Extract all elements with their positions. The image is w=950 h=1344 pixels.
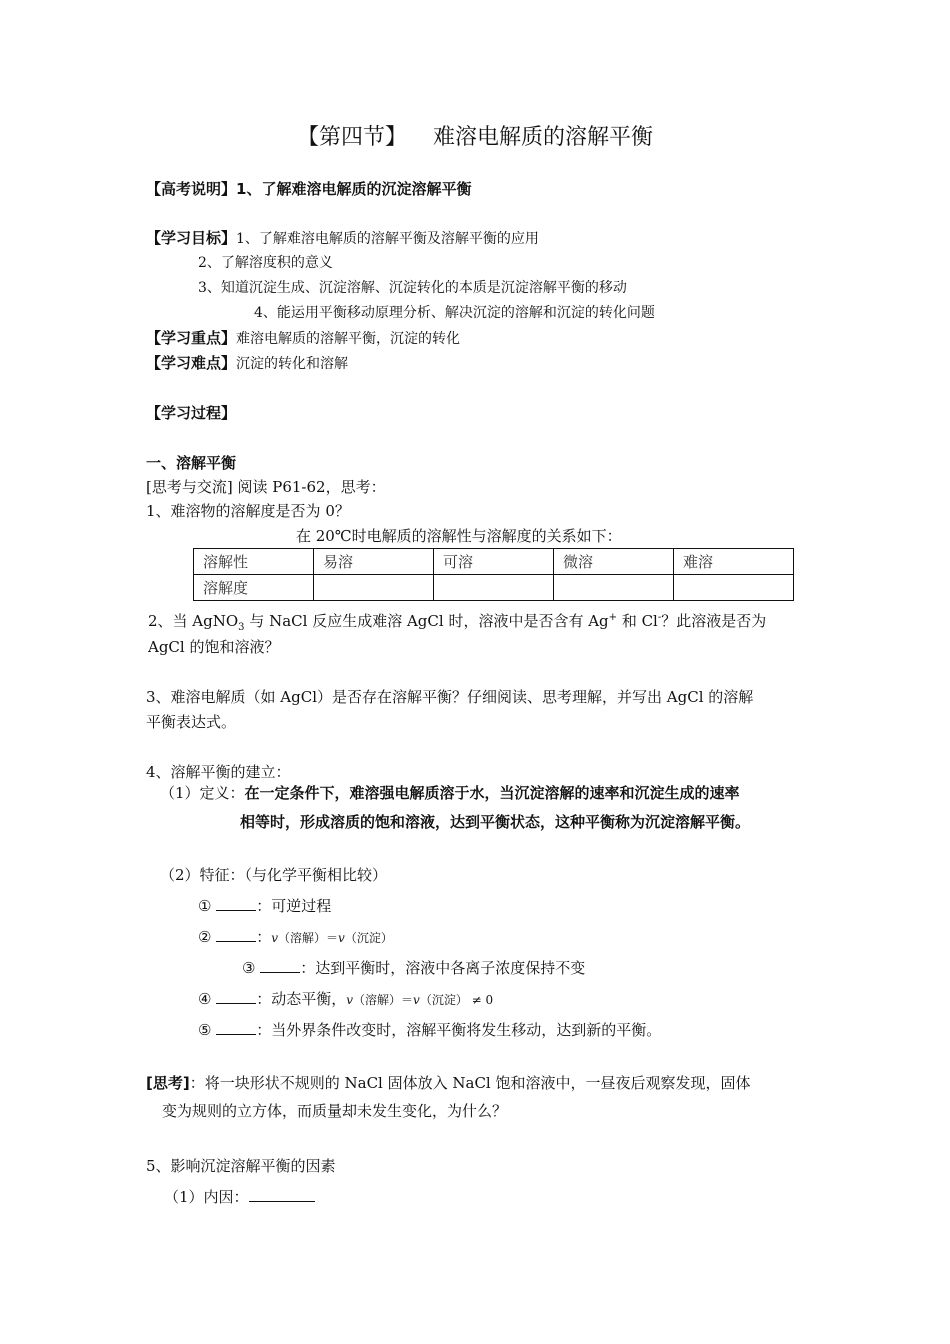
difficulty-text: 沉淀的转化和溶解 [236, 356, 349, 372]
q2-part: ？此溶液是否为 [661, 612, 767, 630]
think-label: [思考] [146, 1074, 190, 1092]
key-point-label: 【学习重点】 [146, 329, 237, 347]
feature-text: ：当外界条件改变时，溶解平衡将发生移动，达到新的平衡。 [256, 1021, 662, 1039]
key-point-line [146, 327, 460, 348]
feature-text: ：可逆过程 [256, 897, 332, 915]
table-cell: 易溶 [314, 549, 434, 575]
feature-num: ① [198, 897, 212, 915]
think-text: 将一块形状不规则的 NaCl 固体放入 NaCl 饱和溶液中，一昼夜后观察发现，固体 [204, 1074, 751, 1092]
feature-num: ③ [242, 959, 256, 977]
features-label: （2）特征：（与化学平衡相比较） [160, 866, 388, 884]
feature-2: ② ：v（溶解）＝v（沉淀） [198, 928, 393, 946]
rate-symbol: v [271, 931, 279, 945]
question-1: 1、难溶物的溶解度是否为 0？ [146, 502, 350, 520]
q2-part: 和 Cl [617, 612, 658, 630]
table-cell [314, 575, 434, 601]
question-2-line2: AgCl 的饱和溶液？ [148, 638, 280, 656]
q2-part: 2、当 AgNO [148, 612, 239, 630]
title-section: 【第四节】 [296, 125, 407, 150]
objective-item-4: 4、能运用平衡移动原理分析、解决沉淀的溶解和沉淀的转化问题 [254, 305, 655, 321]
rate-symbol: v [413, 993, 420, 1007]
think-line2: 变为规则的立方体，而质量却未发生变化，为什么？ [162, 1102, 508, 1120]
answer-blank[interactable] [216, 896, 256, 911]
solubility-table [193, 548, 794, 601]
table-row [194, 575, 794, 601]
feature-text: ：达到平衡时，溶液中各离子浓度保持不变 [300, 959, 586, 977]
question-3-line2: 平衡表达式。 [146, 713, 237, 731]
feature-1 [198, 895, 331, 916]
internal-factor [164, 1186, 315, 1207]
think-line1 [146, 1072, 751, 1093]
feature-text: （溶解）＝ [353, 993, 414, 1007]
gaokao-label: 【高考说明】 [146, 180, 237, 198]
think-exchange: [思考与交流] 阅读 P61-62，思考： [146, 478, 386, 496]
feature-text: （沉淀） [344, 931, 393, 945]
definition-text: 在一定条件下，难溶强电解质溶于水，当沉淀溶解的速率和沉淀生成的速率 [244, 784, 740, 802]
gaokao-line [146, 178, 471, 199]
feature-num: ⑤ [198, 1021, 212, 1039]
internal-label: （1）内因： [164, 1188, 249, 1206]
table-cell [434, 575, 554, 601]
definition-label: （1）定义： [160, 784, 245, 802]
rate-symbol: v [338, 931, 345, 945]
answer-blank[interactable] [216, 989, 256, 1004]
table-cell: 难溶 [674, 549, 794, 575]
answer-blank[interactable] [249, 1187, 315, 1202]
difficulty-label: 【学习难点】 [146, 354, 237, 372]
feature-text: ：动态平衡， [256, 990, 347, 1008]
table-row [194, 549, 794, 575]
feature-3 [242, 957, 585, 978]
rate-symbol: v [346, 993, 354, 1007]
objective-item-1: 1、了解难溶电解质的溶解平衡及溶解平衡的应用 [236, 231, 539, 247]
question-3-line1: 3、难溶电解质（如 AgCl）是否存在溶解平衡？仔细阅读、思考理解，并写出 AgCl 的溶解 [146, 688, 754, 706]
question-4: 4、溶解平衡的建立： [146, 763, 291, 781]
objectives-line [146, 227, 539, 248]
q2-sub: 3 [238, 622, 245, 633]
table-cell [554, 575, 674, 601]
gaokao-text: 1、了解难溶电解质的沉淀溶解平衡 [236, 180, 472, 198]
definition-line2: 相等时，形成溶质的饱和溶液，达到平衡状态，这种平衡称为沉淀溶解平衡。 [240, 813, 751, 831]
objective-item-3: 3、知道沉淀生成、沉淀溶解、沉淀转化的本质是沉淀溶解平衡的移动 [198, 280, 627, 296]
feature-text: ≠ 0 [467, 993, 494, 1007]
feature-num: ② [198, 928, 212, 946]
feature-4 [198, 988, 493, 1009]
title-topic: 难溶电解质的溶解平衡 [433, 125, 654, 150]
objectives-label: 【学习目标】 [146, 229, 237, 247]
objective-item-2: 2、了解溶度积的意义 [198, 255, 333, 271]
feature-text: （沉淀） [419, 993, 468, 1007]
table-cell: 微溶 [554, 549, 674, 575]
question-2 [148, 610, 766, 633]
key-point-text: 难溶电解质的溶解平衡，沉淀的转化 [236, 331, 461, 347]
question-5: 5、影响沉淀溶解平衡的因素 [146, 1157, 336, 1175]
page-title [0, 120, 950, 151]
table-cell: 溶解性 [194, 549, 314, 575]
table-caption: 在 20℃时电解质的溶解性与溶解度的关系如下： [296, 527, 622, 545]
q2-sup: - [657, 612, 662, 623]
section-heading: 一、溶解平衡 [146, 454, 237, 472]
answer-blank[interactable] [216, 1020, 256, 1035]
q2-sup: + [608, 612, 618, 623]
table-cell: 可溶 [434, 549, 554, 575]
process-label: 【学习过程】 [146, 404, 237, 422]
table-cell: 溶解度 [194, 575, 314, 601]
answer-blank[interactable] [260, 958, 300, 973]
feature-5 [198, 1019, 661, 1040]
think-colon: ： [189, 1074, 205, 1092]
difficulty-line [146, 352, 348, 373]
q2-part: 与 NaCl 反应生成难溶 AgCl 时，溶液中是否含有 Ag [244, 612, 609, 630]
feature-text: （溶解）＝ [278, 931, 339, 945]
feature-num: ④ [198, 990, 212, 1008]
definition-line1 [160, 782, 740, 803]
answer-blank[interactable] [216, 927, 256, 942]
table-cell [674, 575, 794, 601]
